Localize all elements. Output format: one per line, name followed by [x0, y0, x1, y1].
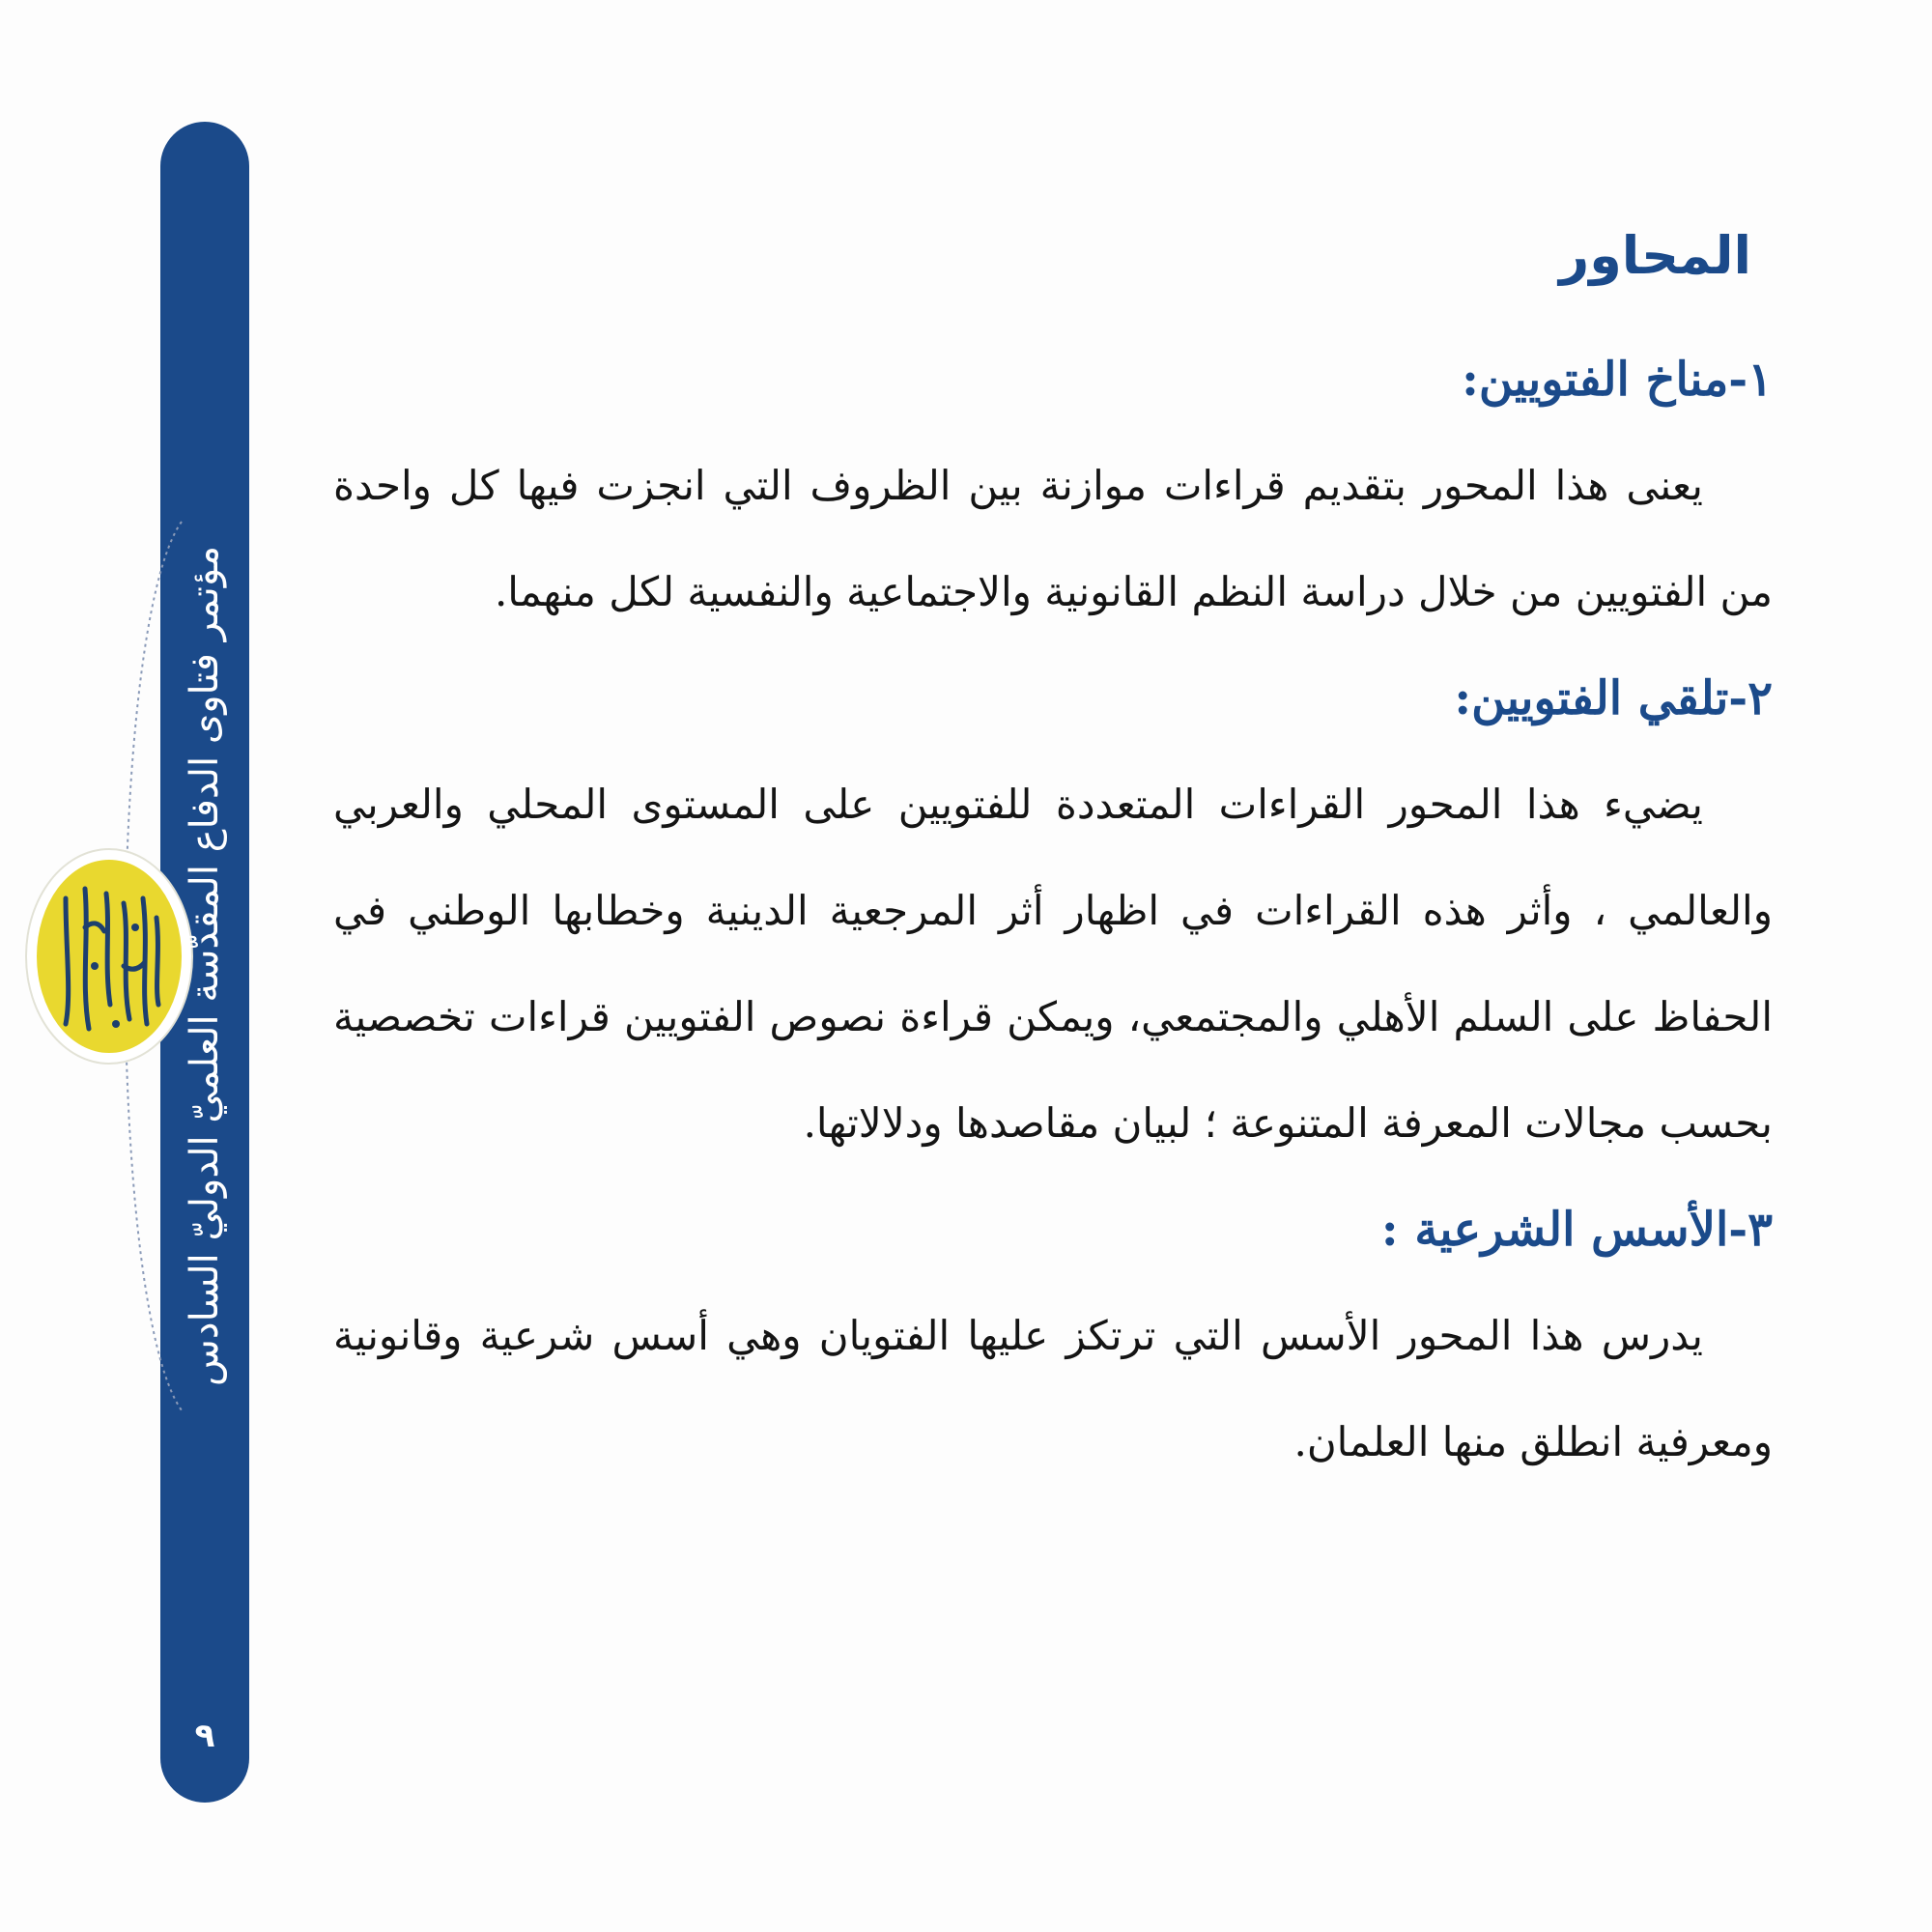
- section-title: المحاور: [1559, 225, 1751, 286]
- main-content: [333, 193, 1773, 1495]
- axis-body-1: يعنى هذا المحور بتقديم قراءات موازنة بين الظروف التي انجزت فيها كل واحدة من الفتويين من خلال دراسة النظم القانونية والاجتماعية والنفسية لكل منهما.: [333, 462, 1773, 615]
- axis-heading-3: ٣-الأسس الشرعية :: [1380, 1203, 1773, 1257]
- axis-heading-1: ١-مناخ الفتويين:: [1462, 353, 1773, 407]
- page-number: ٩: [194, 1717, 215, 1755]
- seal-logo: [37, 860, 182, 1053]
- calligraphy-seal-icon: [37, 860, 182, 1053]
- axis-body-2: يضيء هذا المحور القراءات المتعددة للفتويين على المستوى المحلي والعربي والعالمي ، وأثر هذه القراءات في اظهار أثر المرجعية الدينية وخطابها الوطني في الحفاظ على السلم الأهلي والمجتمعي، ويمكن قراءة نصوص الفتويين قراءات تخصصية بحسب مجالات المعرفة المتنوعة ؛ لبيان مقاصدها ودلالاتها.: [333, 781, 1773, 1147]
- conference-title: مؤتمر فتاوى الدفاع المقدّسة العلميّ الدوليّ السادس: [183, 545, 227, 1387]
- axis-body-3: يدرس هذا المحور الأسس التي ترتكز عليها الفتويان وهي أسس شرعية وقانونية ومعرفية انطلق منها العلمان.: [333, 1312, 1773, 1465]
- axis-heading-2: ٢-تلقي الفتويين:: [1454, 671, 1773, 725]
